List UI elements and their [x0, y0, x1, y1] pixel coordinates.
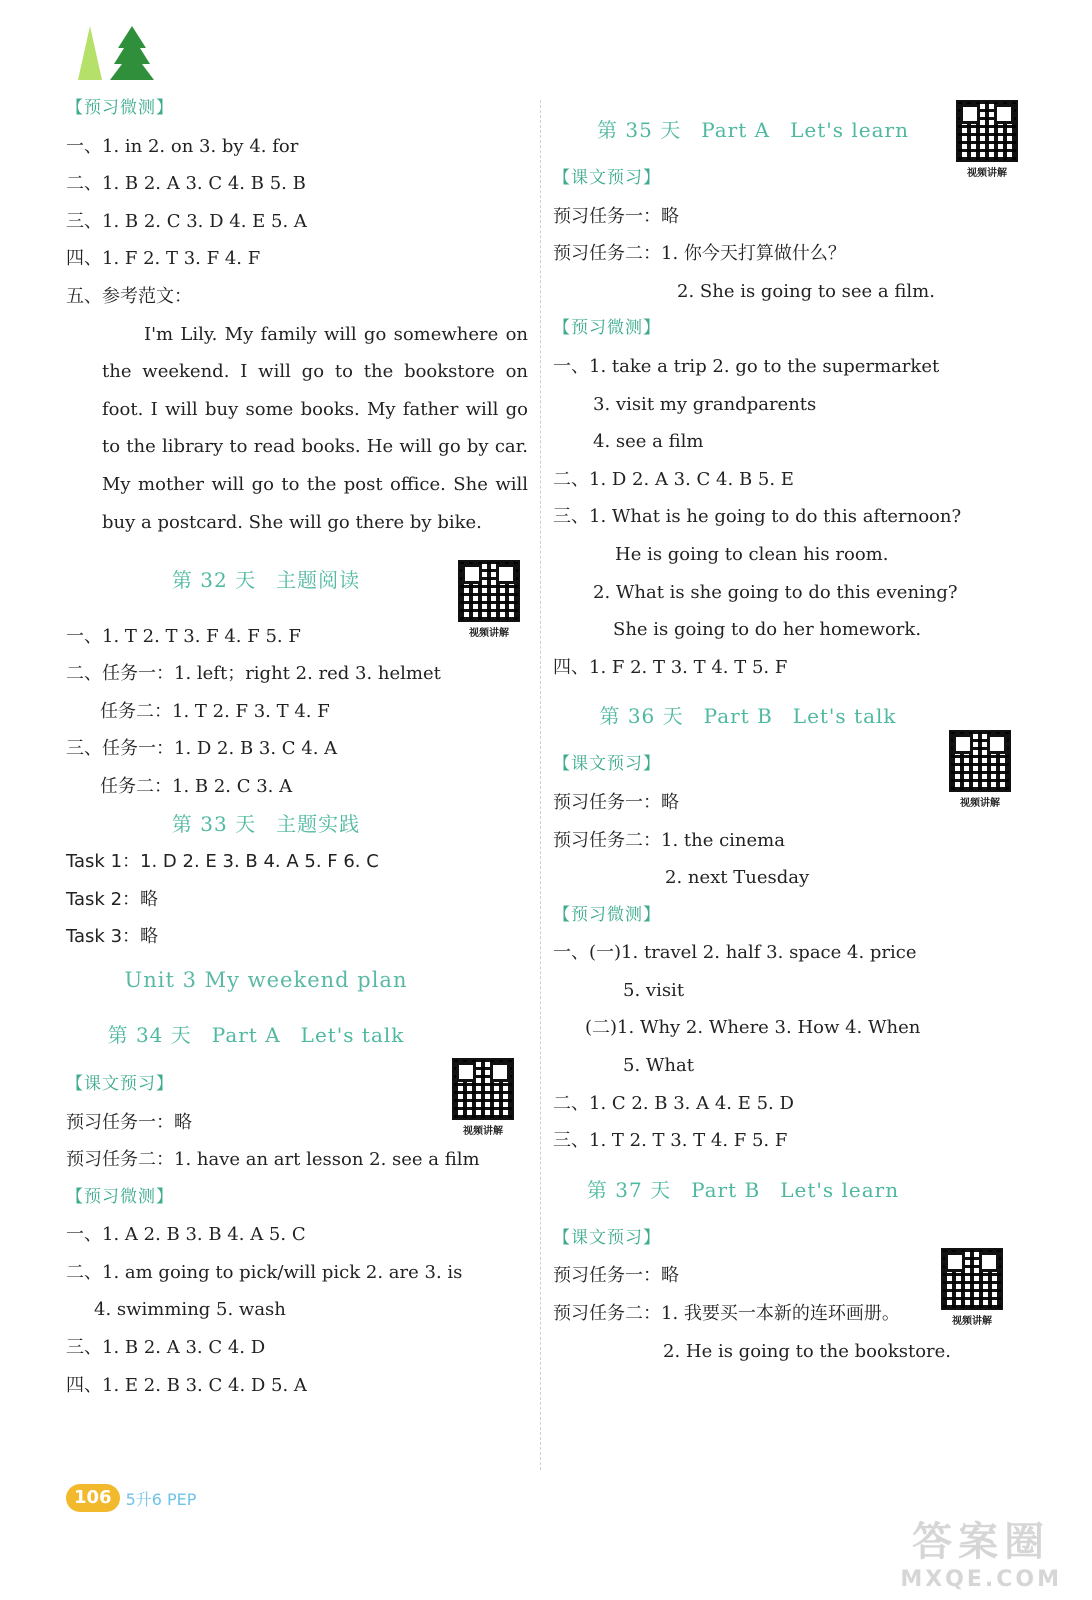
- qr-code-icon: [956, 100, 1018, 162]
- answer-line: 任务二：1. T 2. F 3. T 4. F: [100, 700, 330, 722]
- answer-line: 预习任务一：略: [553, 205, 679, 227]
- qr-caption: 视频讲解: [463, 1126, 503, 1137]
- answer-line: 预习任务二：1. 你今天打算做什么？: [553, 243, 846, 265]
- day-title: Let's learn: [780, 1177, 900, 1202]
- answer-line: 一、1. T 2. T 3. F 4. F 5. F: [66, 625, 301, 647]
- answer-line: 预习任务一：略: [553, 791, 679, 813]
- answer-line: 任务二：1. B 2. C 3. A: [100, 775, 293, 797]
- day-heading: [66, 806, 466, 844]
- watermark-text: 答案圈: [912, 1519, 1051, 1565]
- sample-essay: I'm Lily. My family will go somewhere on the weekend. I will go to the bookstore on foot. I will buy some books. My father will go to the library to read books. He will go by car. My mother will go to the post office. She will buy a postcard. She will go there by bike.: [102, 323, 528, 533]
- day-heading: [66, 1004, 446, 1066]
- answer-line: 四、1. F 2. T 3. T 4. T 5. F: [553, 656, 788, 678]
- column-divider: [540, 100, 541, 1470]
- answer-line: 4. swimming 5. wash: [94, 1299, 286, 1321]
- answer-line: (二)1. Why 2. Where 3. How 4. When: [585, 1017, 921, 1039]
- answer-line: 三、1. What is he going to do this afternoon?: [553, 506, 962, 528]
- answer-line: 二、1. D 2. A 3. C 4. B 5. E: [553, 468, 794, 490]
- section-tag: 【课文预习】: [553, 754, 661, 775]
- day-heading: [553, 100, 953, 160]
- day-title: 主题阅读: [276, 567, 361, 592]
- section-tag: 【预习微测】: [66, 1186, 174, 1207]
- day-number: 第 33 天: [171, 811, 257, 836]
- grade-label: 5升6 PEP: [125, 1489, 197, 1509]
- answer-line: 2. She is going to see a film.: [677, 280, 935, 302]
- watermark-logo: [900, 1510, 1062, 1592]
- section-tag: 【课文预习】: [553, 1227, 661, 1248]
- answer-line: 三、1. B 2. C 3. D 4. E 5. A: [66, 210, 307, 232]
- day-number: 第 34 天: [107, 1022, 192, 1047]
- answer-line: Task 1：1. D 2. E 3. B 4. A 5. F 6. C: [66, 851, 379, 873]
- page-footer: [66, 1484, 196, 1512]
- section-tag: 【预习微测】: [553, 318, 661, 339]
- section-tag: 【预习微测】: [66, 98, 174, 118]
- answer-line: 三、1. B 2. A 3. C 4. D: [66, 1337, 266, 1359]
- answer-line: 预习任务一：略: [553, 1265, 679, 1287]
- answer-line: 5. What: [623, 1055, 694, 1077]
- answer-line: Task 2：略: [66, 888, 159, 910]
- answer-line: She is going to do her homework.: [613, 619, 922, 641]
- answer-line: 一、1. in 2. on 3. by 4. for: [66, 135, 299, 157]
- qr-code-icon: [458, 560, 520, 622]
- day-number: 第 35 天: [597, 118, 682, 142]
- day-title: Let's talk: [792, 704, 897, 729]
- page-number: 106: [66, 1484, 120, 1512]
- answer-line: 二、任务一：1. left；right 2. red 3. helmet: [66, 663, 441, 685]
- right-column: [553, 100, 1023, 1370]
- answer-line: 五、参考范文：: [66, 285, 192, 307]
- answer-line: 预习任务二：1. 我要买一本新的连环画册。: [553, 1303, 900, 1325]
- day-title: 主题实践: [276, 811, 361, 836]
- answer-line: 一、(一)1. travel 2. half 3. space 4. price: [553, 942, 917, 964]
- answer-line: Task 3：略: [66, 926, 159, 948]
- answer-line: 三、任务一：1. D 2. B 3. C 4. A: [66, 738, 338, 760]
- section-tag: 【课文预习】: [553, 168, 661, 188]
- watermark-url: MXQE.COM: [900, 1567, 1062, 1592]
- answer-line: 二、1. am going to pick/will pick 2. are 3. is: [66, 1261, 463, 1283]
- day-number: 第 37 天: [586, 1177, 672, 1202]
- answer-line: 一、1. A 2. B 3. B 4. A 5. C: [66, 1224, 306, 1246]
- answer-line: 3. visit my grandparents: [593, 393, 817, 415]
- answer-line: 四、1. E 2. B 3. C 4. D 5. A: [66, 1374, 307, 1396]
- day-part: Part B: [691, 1177, 761, 1202]
- answer-line: 二、1. B 2. A 3. C 4. B 5. B: [66, 173, 306, 195]
- answer-line: 2. What is she going to do this evening?: [593, 581, 958, 603]
- day-title: Let's talk: [300, 1022, 405, 1047]
- answer-line: 2. next Tuesday: [665, 867, 810, 889]
- qr-caption: 视频讲解: [960, 798, 1000, 809]
- qr-caption: 视频讲解: [967, 168, 1007, 179]
- qr-caption: 视频讲解: [469, 628, 509, 639]
- answer-line: 二、1. C 2. B 3. A 4. E 5. D: [553, 1092, 794, 1114]
- day-number: 第 36 天: [599, 704, 684, 729]
- day-part: Part B: [703, 704, 773, 729]
- day-number: 第 32 天: [171, 567, 257, 592]
- day-part: Part A: [701, 118, 771, 142]
- left-column: [66, 90, 528, 1404]
- answer-line: 5. visit: [623, 979, 685, 1001]
- tree-decoration-icon: [74, 24, 164, 82]
- answer-line: 预习任务一：略: [66, 1111, 192, 1133]
- day-heading: [553, 1160, 933, 1220]
- section-tag: 【预习微测】: [553, 904, 661, 925]
- unit-heading: Unit 3 My weekend plan: [124, 967, 408, 992]
- day-heading: [553, 686, 943, 746]
- answer-line: 2. He is going to the bookstore.: [663, 1340, 952, 1362]
- answer-line: 预习任务二：1. have an art lesson 2. see a film: [66, 1149, 480, 1171]
- answer-line: 4. see a film: [593, 431, 704, 453]
- day-title: Let's learn: [790, 118, 909, 142]
- qr-caption: 视频讲解: [952, 1316, 992, 1327]
- day-part: Part A: [211, 1022, 281, 1047]
- section-tag: 【课文预习】: [66, 1073, 174, 1094]
- answer-line: 预习任务二：1. the cinema: [553, 829, 785, 851]
- answer-line: 一、1. take a trip 2. go to the supermarket: [553, 355, 940, 377]
- answer-line: 四、1. F 2. T 3. F 4. F: [66, 248, 261, 270]
- answer-line: He is going to clean his room.: [615, 543, 889, 565]
- answer-line: 三、1. T 2. T 3. T 4. F 5. F: [553, 1130, 788, 1152]
- day-heading: [66, 542, 466, 618]
